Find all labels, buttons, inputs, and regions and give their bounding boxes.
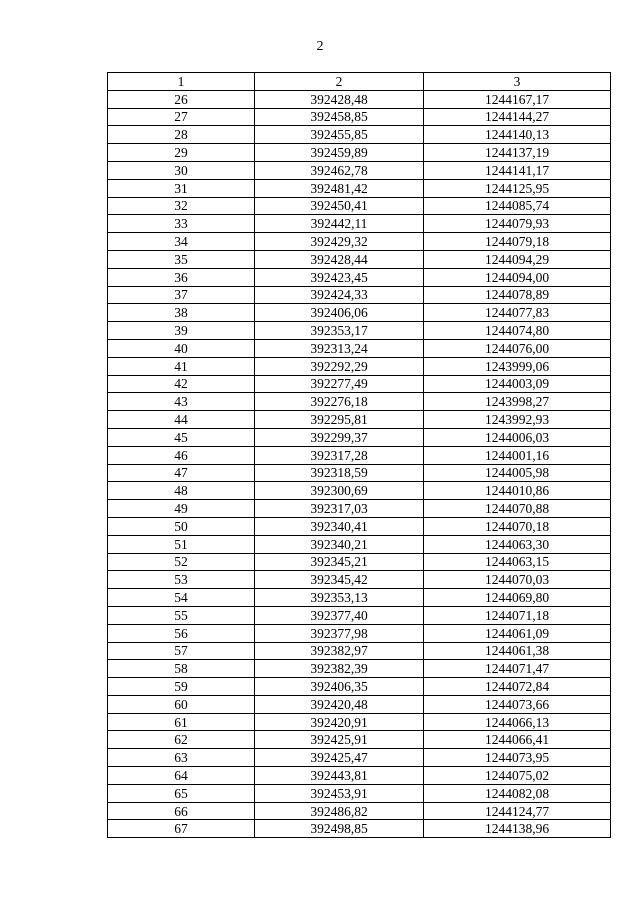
point-number-cell: 46	[108, 446, 255, 464]
table-row	[108, 286, 611, 304]
table-row	[108, 428, 611, 446]
point-number-cell: 63	[108, 749, 255, 767]
table-row	[108, 642, 611, 660]
header-cell-2: 2	[255, 73, 424, 91]
x-coordinate-cell: 392425,47	[255, 749, 424, 767]
y-coordinate-cell: 1244001,16	[424, 446, 611, 464]
x-coordinate-cell: 392345,21	[255, 553, 424, 571]
point-number-cell: 45	[108, 428, 255, 446]
point-number-cell: 65	[108, 784, 255, 802]
table-row	[108, 535, 611, 553]
table-row	[108, 304, 611, 322]
page-number: 2	[316, 39, 324, 54]
point-number-cell: 40	[108, 339, 255, 357]
y-coordinate-cell: 1244073,66	[424, 695, 611, 713]
x-coordinate-cell: 392277,49	[255, 375, 424, 393]
y-coordinate-cell: 1244076,00	[424, 339, 611, 357]
point-number-cell: 62	[108, 731, 255, 749]
table-row	[108, 500, 611, 518]
y-coordinate-cell: 1244071,18	[424, 606, 611, 624]
y-coordinate-cell: 1244071,47	[424, 660, 611, 678]
y-coordinate-cell: 1244138,96	[424, 820, 611, 838]
table-row	[108, 820, 611, 838]
y-coordinate-cell: 1244074,80	[424, 322, 611, 340]
header-cell-3: 3	[424, 73, 611, 91]
point-number-cell: 44	[108, 411, 255, 429]
point-number-cell: 34	[108, 233, 255, 251]
y-coordinate-cell: 1244078,89	[424, 286, 611, 304]
table-row	[108, 713, 611, 731]
y-coordinate-cell: 1244006,03	[424, 428, 611, 446]
table-row	[108, 357, 611, 375]
table-row	[108, 517, 611, 535]
x-coordinate-cell: 392443,81	[255, 767, 424, 785]
point-number-cell: 64	[108, 767, 255, 785]
point-number-cell: 37	[108, 286, 255, 304]
x-coordinate-cell: 392442,11	[255, 215, 424, 233]
table-row	[108, 90, 611, 108]
x-coordinate-cell: 392420,91	[255, 713, 424, 731]
x-coordinate-cell: 392300,69	[255, 482, 424, 500]
x-coordinate-cell: 392276,18	[255, 393, 424, 411]
x-coordinate-cell: 392428,48	[255, 90, 424, 108]
x-coordinate-cell: 392295,81	[255, 411, 424, 429]
point-number-cell: 42	[108, 375, 255, 393]
point-number-cell: 50	[108, 517, 255, 535]
table-header	[108, 73, 611, 91]
point-number-cell: 53	[108, 571, 255, 589]
point-number-cell: 54	[108, 589, 255, 607]
point-number-cell: 28	[108, 126, 255, 144]
y-coordinate-cell: 1244094,29	[424, 250, 611, 268]
table-row	[108, 482, 611, 500]
y-coordinate-cell: 1244082,08	[424, 784, 611, 802]
x-coordinate-cell: 392462,78	[255, 161, 424, 179]
x-coordinate-cell: 392423,45	[255, 268, 424, 286]
y-coordinate-cell: 1243992,93	[424, 411, 611, 429]
y-coordinate-cell: 1244003,09	[424, 375, 611, 393]
point-number-cell: 30	[108, 161, 255, 179]
y-coordinate-cell: 1244077,83	[424, 304, 611, 322]
y-coordinate-cell: 1244066,13	[424, 713, 611, 731]
table-row	[108, 179, 611, 197]
x-coordinate-cell: 392340,41	[255, 517, 424, 535]
x-coordinate-cell: 392486,82	[255, 802, 424, 820]
table-row	[108, 339, 611, 357]
y-coordinate-cell: 1244070,88	[424, 500, 611, 518]
x-coordinate-cell: 392455,85	[255, 126, 424, 144]
point-number-cell: 31	[108, 179, 255, 197]
table-row	[108, 126, 611, 144]
table-row	[108, 660, 611, 678]
y-coordinate-cell: 1244063,15	[424, 553, 611, 571]
x-coordinate-cell: 392317,28	[255, 446, 424, 464]
header-row	[108, 73, 611, 91]
y-coordinate-cell: 1244073,95	[424, 749, 611, 767]
table-row	[108, 624, 611, 642]
x-coordinate-cell: 392382,39	[255, 660, 424, 678]
y-coordinate-cell: 1244124,77	[424, 802, 611, 820]
point-number-cell: 35	[108, 250, 255, 268]
y-coordinate-cell: 1244137,19	[424, 144, 611, 162]
x-coordinate-cell: 392429,32	[255, 233, 424, 251]
point-number-cell: 32	[108, 197, 255, 215]
table-row	[108, 678, 611, 696]
point-number-cell: 57	[108, 642, 255, 660]
x-coordinate-cell: 392377,98	[255, 624, 424, 642]
x-coordinate-cell: 392377,40	[255, 606, 424, 624]
x-coordinate-cell: 392458,85	[255, 108, 424, 126]
header-cell-1: 1	[108, 73, 255, 91]
point-number-cell: 55	[108, 606, 255, 624]
table-row	[108, 606, 611, 624]
x-coordinate-cell: 392428,44	[255, 250, 424, 268]
x-coordinate-cell: 392425,91	[255, 731, 424, 749]
point-number-cell: 49	[108, 500, 255, 518]
y-coordinate-cell: 1244140,13	[424, 126, 611, 144]
table-row	[108, 161, 611, 179]
table-row	[108, 393, 611, 411]
y-coordinate-cell: 1244005,98	[424, 464, 611, 482]
x-coordinate-cell: 392353,17	[255, 322, 424, 340]
y-coordinate-cell: 1244144,27	[424, 108, 611, 126]
y-coordinate-cell: 1244063,30	[424, 535, 611, 553]
x-coordinate-cell: 392353,13	[255, 589, 424, 607]
x-coordinate-cell: 392340,21	[255, 535, 424, 553]
x-coordinate-cell: 392318,59	[255, 464, 424, 482]
table-row	[108, 197, 611, 215]
point-number-cell: 59	[108, 678, 255, 696]
point-number-cell: 33	[108, 215, 255, 233]
point-number-cell: 51	[108, 535, 255, 553]
x-coordinate-cell: 392498,85	[255, 820, 424, 838]
point-number-cell: 60	[108, 695, 255, 713]
table-row	[108, 589, 611, 607]
point-number-cell: 38	[108, 304, 255, 322]
table-row	[108, 144, 611, 162]
y-coordinate-cell: 1244085,74	[424, 197, 611, 215]
table-row	[108, 268, 611, 286]
point-number-cell: 26	[108, 90, 255, 108]
table-row	[108, 411, 611, 429]
y-coordinate-cell: 1244079,93	[424, 215, 611, 233]
y-coordinate-cell: 1244167,17	[424, 90, 611, 108]
x-coordinate-cell: 392317,03	[255, 500, 424, 518]
y-coordinate-cell: 1244069,80	[424, 589, 611, 607]
table-row	[108, 553, 611, 571]
y-coordinate-cell: 1243999,06	[424, 357, 611, 375]
table-row	[108, 784, 611, 802]
point-number-cell: 61	[108, 713, 255, 731]
y-coordinate-cell: 1244075,02	[424, 767, 611, 785]
table-row	[108, 375, 611, 393]
y-coordinate-cell: 1244125,95	[424, 179, 611, 197]
y-coordinate-cell: 1244094,00	[424, 268, 611, 286]
x-coordinate-cell: 392420,48	[255, 695, 424, 713]
table-row	[108, 108, 611, 126]
point-number-cell: 56	[108, 624, 255, 642]
y-coordinate-cell: 1244070,03	[424, 571, 611, 589]
table-row	[108, 250, 611, 268]
table-row	[108, 749, 611, 767]
x-coordinate-cell: 392382,97	[255, 642, 424, 660]
x-coordinate-cell: 392424,33	[255, 286, 424, 304]
x-coordinate-cell: 392481,42	[255, 179, 424, 197]
y-coordinate-cell: 1244072,84	[424, 678, 611, 696]
x-coordinate-cell: 392459,89	[255, 144, 424, 162]
y-coordinate-cell: 1244079,18	[424, 233, 611, 251]
table-row	[108, 571, 611, 589]
y-coordinate-cell: 1244141,17	[424, 161, 611, 179]
x-coordinate-cell: 392453,91	[255, 784, 424, 802]
y-coordinate-cell: 1244010,86	[424, 482, 611, 500]
point-number-cell: 41	[108, 357, 255, 375]
x-coordinate-cell: 392406,06	[255, 304, 424, 322]
point-number-cell: 52	[108, 553, 255, 571]
point-number-cell: 58	[108, 660, 255, 678]
point-number-cell: 47	[108, 464, 255, 482]
point-number-cell: 39	[108, 322, 255, 340]
coordinates-table	[107, 72, 611, 838]
table-row	[108, 731, 611, 749]
point-number-cell: 66	[108, 802, 255, 820]
table-row	[108, 215, 611, 233]
x-coordinate-cell: 392292,29	[255, 357, 424, 375]
y-coordinate-cell: 1244061,38	[424, 642, 611, 660]
table-row	[108, 322, 611, 340]
x-coordinate-cell: 392299,37	[255, 428, 424, 446]
table-row	[108, 464, 611, 482]
point-number-cell: 36	[108, 268, 255, 286]
table-row	[108, 802, 611, 820]
x-coordinate-cell: 392345,42	[255, 571, 424, 589]
point-number-cell: 67	[108, 820, 255, 838]
point-number-cell: 29	[108, 144, 255, 162]
y-coordinate-cell: 1244070,18	[424, 517, 611, 535]
y-coordinate-cell: 1243998,27	[424, 393, 611, 411]
table-row	[108, 446, 611, 464]
point-number-cell: 48	[108, 482, 255, 500]
y-coordinate-cell: 1244061,09	[424, 624, 611, 642]
point-number-cell: 43	[108, 393, 255, 411]
x-coordinate-cell: 392450,41	[255, 197, 424, 215]
table-row	[108, 695, 611, 713]
x-coordinate-cell: 392313,24	[255, 339, 424, 357]
point-number-cell: 27	[108, 108, 255, 126]
y-coordinate-cell: 1244066,41	[424, 731, 611, 749]
table-row	[108, 767, 611, 785]
table-row	[108, 233, 611, 251]
x-coordinate-cell: 392406,35	[255, 678, 424, 696]
table-body	[108, 90, 611, 837]
